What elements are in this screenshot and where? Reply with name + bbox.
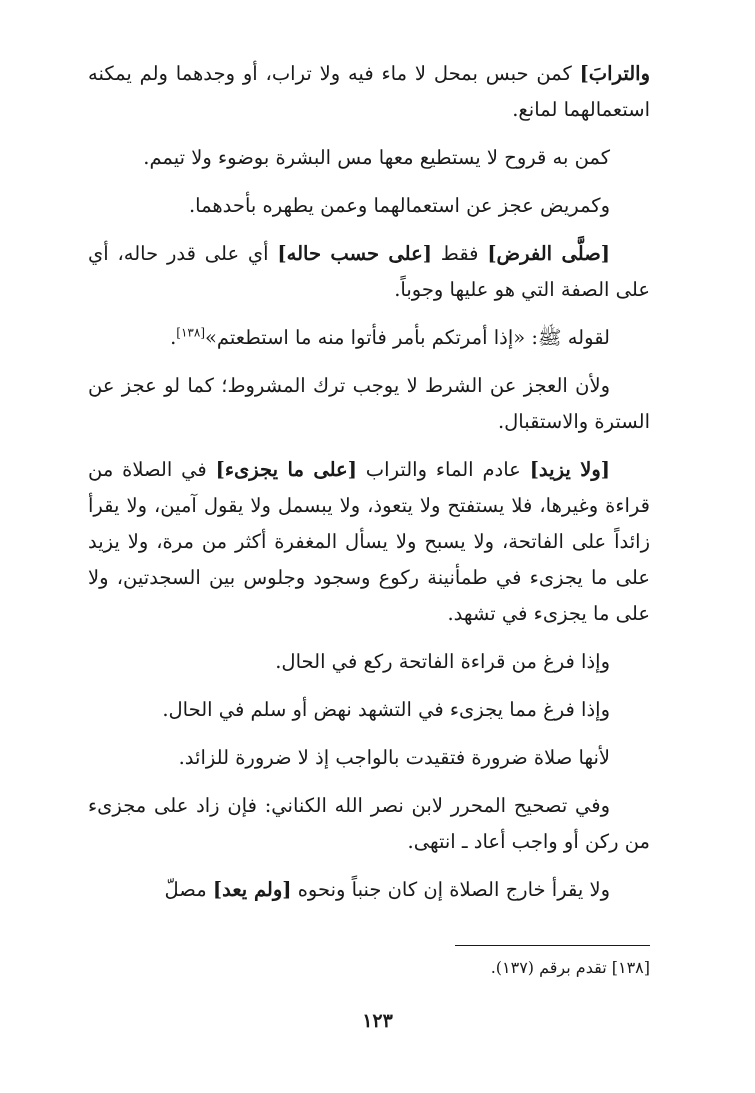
paragraph: [88, 140, 650, 176]
text-run: ولأن العجز عن الشرط لا يوجب ترك المشروط؛ كما لو عجز عن السترة والاستقبال.: [88, 374, 650, 433]
text-run: وإذا فرغ من قراءة الفاتحة ركع في الحال.: [275, 650, 610, 673]
text-run: ولا يقرأ خارج الصلاة إن كان جنباً ونحوه: [291, 878, 610, 901]
text-run: وفي تصحيح المحرر لابن نصر الله الكناني: فإن زاد على مجزىء من ركن أو واجب أعاد ـ انتهى.: [88, 794, 650, 853]
paragraph: [88, 320, 650, 356]
text-run: وكمريض عجز عن استعمالهما وعمن يطهره بأحدهما.: [188, 194, 610, 217]
text-run: عادم الماء والتراب: [356, 458, 530, 481]
paragraph: [88, 188, 650, 224]
paragraph: [88, 368, 650, 440]
bold-term: [ولم يعد]: [212, 878, 292, 901]
text-run: كمن حبس بمحل لا ماء فيه ولا تراب، أو وجدهما ولم يمكنه استعمالهما لمانع.: [88, 62, 650, 121]
text-run: لقوله ﷺ: «إذا أمرتكم بأمر فأتوا منه ما استطعتم»: [205, 326, 610, 349]
paragraph: [88, 872, 650, 908]
paragraph: [88, 452, 650, 632]
footnote: [١٣٨] تقدم برقم (١٣٧).: [490, 958, 650, 977]
text-run: .: [170, 326, 177, 349]
bold-term: والترابَ]: [579, 62, 650, 85]
text-run: كمن به قروح لا يستطيع معها مس البشرة بوضوء ولا تيمم.: [143, 146, 610, 169]
paragraph: [88, 56, 650, 128]
page-number: ١٢٣: [362, 1010, 393, 1032]
text-run: وإذا فرغ مما يجزىء في التشهد نهض أو سلم في الحال.: [162, 698, 610, 721]
paragraph: [88, 740, 650, 776]
footnote-ref: [١٣٨]: [176, 325, 205, 340]
bold-term: [على ما يجزىء]: [215, 458, 357, 481]
footnote-divider: [455, 945, 650, 946]
text-run: لأنها صلاة ضرورة فتقيدت بالواجب إذ لا ضرورة للزائد.: [178, 746, 610, 769]
bold-term: [ولا يزيد]: [529, 458, 610, 481]
paragraph: [88, 236, 650, 308]
bold-term: [على حسب حاله]: [277, 242, 432, 265]
bold-term: [صلَّى الفرض]: [487, 242, 610, 265]
text-run: فقط: [432, 242, 488, 265]
paragraph: [88, 692, 650, 728]
paragraph: [88, 644, 650, 680]
text-run: مصلّ: [164, 878, 213, 901]
text-run: أي على قدر حاله، أي على الصفة التي هو عليها وجوباً.: [88, 242, 650, 301]
paragraph: [88, 788, 650, 860]
page-body: [88, 56, 650, 920]
text-run: في الصلاة من قراءة وغيرها، فلا يستفتح ولا يتعوذ، ولا يبسمل ولا يقول آمين، ولا يقرأ زائداً على الفاتحة، ولا يسبح ولا يسأل المغفرة أكثر من مرة، ولا يزيد على ما يجزىء في طمأنينة ركوع وسجود وجلوس بين السجدتين، ولا على ما يجزىء في تشهد.: [88, 458, 650, 625]
